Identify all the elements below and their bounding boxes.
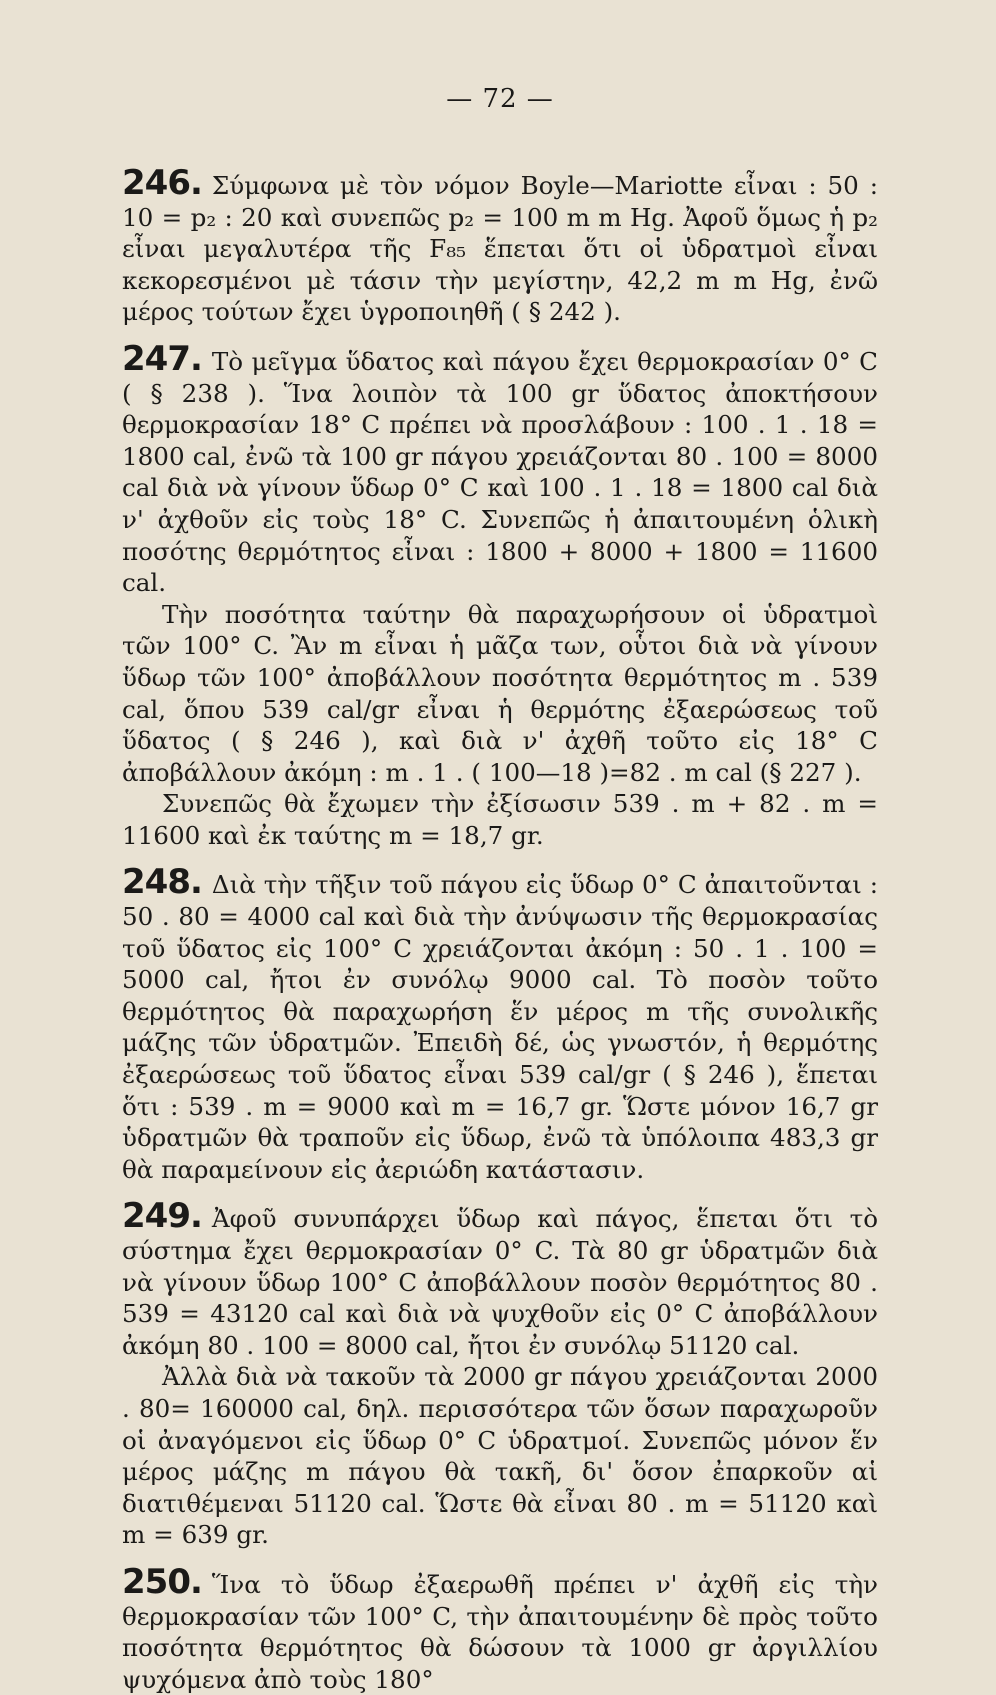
section-247-continuation: Συνεπῶς θὰ ἔχωμεν τὴν ἐξίσωσιν 539 . m + 82 . m = 11600 καὶ ἐκ ταύτης m = 18,7 gr. <box>122 789 878 850</box>
section-246 <box>122 163 878 328</box>
section-249 <box>122 1196 878 1361</box>
section-249-continuation: Ἀλλὰ διὰ νὰ τακοῦν τὰ 2000 gr πάγου χρειάζονται 2000 . 80= 160000 cal, δηλ. περισσότερα τῶν ὅσων παραχωροῦν οἱ ἀναγόμενοι εἰς ὕδωρ 0° C ὑδρατμοί. Συνεπῶς μόνον ἕν μέρος μάζης m πάγου θὰ τακῆ, δι' ὅσον ἐπαρκοῦν αἱ διατιθέμεναι 51120 cal. Ὥστε θὰ εἶναι 80 . m = 51120 καὶ m = 639 gr. <box>122 1362 878 1550</box>
section-text: Τὸ μεῖγμα ὕδατος καὶ πάγου ἔχει θερμοκρασίαν 0° C ( § 238 ). Ἵνα λοιπὸν τὰ 100 gr ὕδατος ἀποκτήσουν θερμοκρασίαν 18° C πρέπει νὰ προσλάβουν : 100 . 1 . 18 = 1800 cal, ἐνῶ τὰ 100 gr πάγου χρειάζονται 80 . 100 = 8000 cal διὰ νὰ γίνουν ὕδωρ 0° C καὶ 100 . 1 . 18 = 1800 cal διὰ ν' ἀχθοῦν εἰς τοὺς 18° C. Συνεπῶς ἡ ἀπαιτουμένη ὁλικὴ ποσότης θερμότητος εἶναι : 1800 + 8000 + 1800 = 11600 cal. <box>122 346 878 598</box>
section-number: 249. <box>122 1196 202 1237</box>
section-number: 247. <box>122 338 202 379</box>
page-number: — 72 — <box>446 84 554 114</box>
section-250 <box>122 1561 878 1695</box>
section-text: Ἀφοῦ συνυπάρχει ὕδωρ καὶ πάγος, ἕπεται ὅτι τὸ σύστημα ἔχει θερμοκρασίαν 0° C. Τὰ 80 gr ὑδρατμῶν διὰ νὰ γίνουν ὕδωρ 100° C ἀποβάλλουν ποσὸν θερμότητος 80 . 539 = 43120 cal καὶ διὰ νὰ ψυχθοῦν εἰς 0° C ἀποβάλλουν ἀκόμη 80 . 100 = 8000 cal, ἤτοι ἐν συνόλῳ 51120 cal. <box>122 1204 878 1360</box>
section-number: 246. <box>122 163 202 203</box>
section-247-continuation: Τὴν ποσότητα ταύτην θὰ παραχωρήσουν οἱ ὑδρατμοὶ τῶν 100° C. Ἂν m εἶναι ἡ μᾶζα των, οὗτοι διὰ νὰ γίνουν ὕδωρ τῶν 100° ἀποβάλλουν ποσότητα θερμότητος m . 539 cal, ὅπου 539 cal/gr εἶναι ἡ θερμότης ἐξαερώσεως τοῦ ὕδατος ( § 246 ), καὶ διὰ ν' ἀχθῆ τοῦτο εἰς 18° C ἀποβάλλουν ἀκόμη : m . 1 . ( 100—18 )=82 . m cal (§ 227 ). <box>122 599 878 787</box>
section-247 <box>122 338 878 599</box>
section-number: 250. <box>122 1561 202 1602</box>
section-text: Σύμφωνα μὲ τὸν νόμον Boyle—Mariotte εἶναι : 50 : 10 = p₂ : 20 καὶ συνεπῶς p₂ = 100 m m Hg. Ἀφοῦ ὅμως ἡ p₂ εἶναι μεγαλυτέρα τῆς F₈₅ ἕπεται ὅτι οἱ ὑδρατμοὶ εἶναι κεκορεσμένοι μὲ τάσιν τὴν μεγίστην, 42,2 m m Hg, ἐνῶ μέρος τούτων ἔχει ὑγροποιηθῆ ( § 242 ). <box>122 171 878 327</box>
section-text: Ἵνα τὸ ὕδωρ ἐξαερωθῆ πρέπει ν' ἀχθῆ εἰς τὴν θερμοκρασίαν τῶν 100° C, τὴν ἀπαιτουμένην δὲ πρὸς τοῦτο ποσότητα θερμότητος θὰ δώσουν τὰ 1000 gr ἀργιλλίου ψυχόμενα ἀπὸ τοὺς 180° <box>122 1569 878 1694</box>
section-number: 248. <box>122 862 202 903</box>
section-248 <box>122 862 878 1185</box>
section-text: Διὰ τὴν τῆξιν τοῦ πάγου εἰς ὕδωρ 0° C ἀπαιτοῦνται : 50 . 80 = 4000 cal καὶ διὰ τὴν ἀνύψωσιν τῆς θερμοκρασίας τοῦ ὕδατος εἰς 100° C χρειάζονται ἀκόμη : 50 . 1 . 100 = 5000 cal, ἤτοι ἐν συνόλῳ 9000 cal. Τὸ ποσὸν τοῦτο θερμότητος θὰ παραχωρήση ἕν μέρος m τῆς συνολικῆς μάζης τῶν ὑδρατμῶν. Ἐπειδὴ δέ, ὡς γνωστόν, ἡ θερμότης ἐξαερώσεως τοῦ ὕδατος εἶναι 539 cal/gr ( § 246 ), ἕπεται ὅτι : 539 . m = 9000 καὶ m = 16,7 gr. Ὥστε μόνον 16,7 gr ὑδρατμῶν θὰ τραποῦν εἰς ὕδωρ, ἐνῶ τὰ ὑπόλοιπα 483,3 gr θὰ παραμείνουν εἰς ἀεριώδη κατάστασιν. <box>122 870 878 1184</box>
